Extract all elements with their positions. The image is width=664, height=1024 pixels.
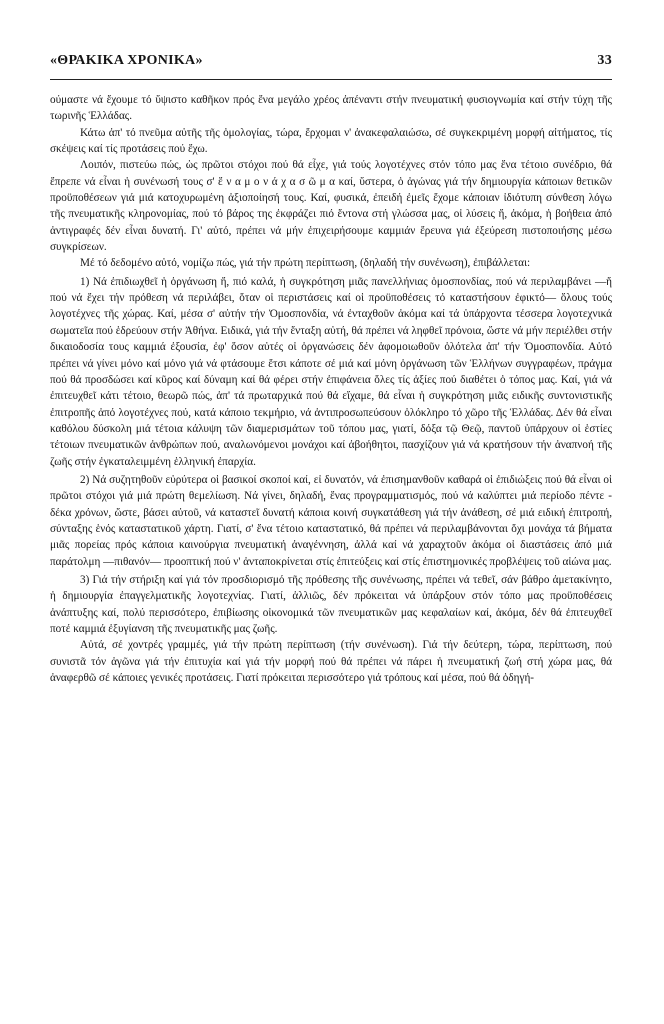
numbered-paragraph-3: 3) Γιά τήν στήριξη καί γιά τόν προσδιορισμό τῆς πρόθεσης τῆς συνένωσης, πρέπει νά τεθεῖ, σάν βάθρο ἀμετακίνητο, ἡ δημιουργία ἐπαγγελματικῆς λογοτεχνίας. Γιατί, ἀλλιῶς, δέν πρόκειται νά ὑπάρξουν στόν τόπο μας προϋποθέσεις ἀνάπτυξης καί, πολύ περισσότερο, ἐπιβίωσης οἰκονομικά τῶν πνευματικῶν μας κεφαλαίων καί, ἀκόμα, δέν θά ἐπιτευχθεῖ ποτέ καμμιά ἐξυγίανση τῆς πνευματικῆς μας ζωῆς. <box>50 573 612 635</box>
paragraph-continuation: ούμαστε νά ἔχουμε τό ὕψιστο καθῆκον πρός ἕνα μεγάλο χρέος ἀπέναντι στήν πνευματική φυσιογνωμία καί στήν τύχη τῆς τωρινῆς Ἑλλάδας. <box>50 94 612 123</box>
article-body <box>50 92 612 686</box>
paragraph: Αὐτά, σέ χοντρές γραμμές, γιά τήν πρώτη περίπτωση (τήν συνένωση). Γιά τήν δεύτερη, τώρα, περίπτωση, πού συνιστᾶ τόν ἀγῶνα γιά τήν ἐπιτυχία καί γιά τήν μορφή πού θά πρέπει νά πάρει ἡ πνευματική ζωή στή χώρα μας, θά ἀναφερθῶ σέ κάποιες γενικές προτάσεις. Γιατί πρόκειται περισσότερο γιά τρόπους καί μέσα, πού θά ὁδηγή- <box>50 639 612 685</box>
page-number: 33 <box>597 53 612 68</box>
numbered-paragraph-1: 1) Νά ἐπιδιωχθεῖ ἡ ὀργάνωση ἤ, πιό καλά, ἡ συγκρότηση μιᾶς πανελλήνιας ὁμοσπονδίας, πού νά περιλαμβάνει —ἤ πού νά ἔχει τήν πρόθεση νά περιλάβει, ὅταν οἱ περιστάσεις καί οἱ προϋποθέσεις τό καταστήσουν ἐφικτό— ὅλους τούς λογοτέχνες τῆς χώρας. Καί, μέσα σ' αὐτήν τήν Ὁμοσπονδία, νά ἐνταχθοῦν ἀκόμα καί τά ὑπάρχοντα τέσσερα λογοτεχνικά σωματεῖα πού ἑδρεύουν στήν Ἀθήνα. Ειδικά, γιά τήν ἔνταξη αὐτή, θά πρέπει νά ληφθεῖ πρόνοια, ὥστε νά μήν περιέλθει στήν δικαιοδοσία τους καμμιά ἐξουσία, ἐφ' ὅσον αὐτές οἱ ὀργανώσεις δέν ἀφομοιωθοῦν ὁλότελα ἀπ' τήν Ὁμοσπονδία. Αὐτό πρέπει νά γίνει μόνο καί μόνο γιά νά φτάσουμε ἔτσι κάποτε σέ μιά καί μόνη ὀργάνωση τῶν Ἑλλήνων συγγραφέων, πράγμα πού θά προσδώσει καί κῦρος καί δύναμη καί θά φέρει στήν ἐπιφάνεια ὅλες τίς ἀξίες πού διαθέτει ὁ τόπος μας. Καί, γιά νά ἐπιτευχθεῖ κάτι τέτοιο, θεωρῶ πώς, ἀπ' τά πρωταρχικά πού θά εἴχαμε, θά εἶναι ἡ συγκρότηση μιᾶς ειδικῆς συντονιστικῆς ἐπιτροπῆς ἀπό λογοτέχνες πού, κατά κάποιο τεκμήριο, νά ἀντιπροσωπεύσουν ὁλόκληρο τό χῶρο τῆς Ἑλλάδας. Δέν θά εἶναι καθόλου δύσκολη μιά τέτοια κάλυψη τῶν διαμερισμάτων τοῦ τόπου μας, γιατί, δόξα τῷ Θεῷ, παντοῦ ὑπάρχουν οἱ ἑστίες τέτοιων πνευματικῶν ἀνθρώπων πού, αναλωνόμενοι μονάχοι καί ἀβοήθητοι, πασχίζουν γιά νά κρατήσουν τήν ἀναπνοή τῆς ζωῆς στήν ἐγκαταλειμμένη ἑλληνική ἐπαρχία. <box>50 275 612 468</box>
paragraph: Λοιπόν, πιστεύω πώς, ὡς πρῶτοι στόχοι πού θά εἶχε, γιά τούς λογοτέχνες στόν τόπο μας ἕνα τέτοιο συνέδριο, θά ἔπρεπε νά εἶναι ἡ συνένωσή τους σ' ἕ ν α μ ο ν ά χ α σ ῶ μ α καί, ὕστερα, ὁ ἀγώνας γιά τήν δημιουργία κάποιων θετικῶν προϋποθέσεων γιά μιά κατοχυρωμένη ἀξιοποίησή τους. Καί, φυσικά, ἐπειδή ἐμεῖς ἔχομε κάποιαν ἰδιότυπη σύνθεση λόγω τῆς πνευματικῆς κληρονομίας, πού τό βάρος της ἐκφράζει πιό ἔντονα στή γλώσσα μας, οἱ λύσεις ἤ, ἀκόμα, ἡ βοήθεια ἀπό ἀντιγραφές δέν εἶναι δυνατή. Γι' αὐτό, πρέπει νά μήν ἐπιχειρήσουμε καμμιάν ἔρευνα γιά ἐξεύρεση πιστοποιήσης μέσω συγκρίσεων. <box>50 159 612 254</box>
paragraph: Μέ τό δεδομένο αὐτό, νομίζω πώς, γιά τήν πρώτη περίπτωση, (δηλαδή τήν συνένωση), ἐπιβάλλεται: <box>80 257 531 270</box>
paragraph: Κάτω ἀπ' τό πνεῦμα αὐτῆς τῆς ὁμολογίας, τώρα, ἔρχομαι ν' ἀνακεφαλαιώσω, σέ συγκεκριμένη μορφή αἰτήματος, τίς σκέψεις καί τίς προτάσεις πού ἔχω. <box>50 126 612 156</box>
numbered-paragraph-2: 2) Νά συζητηθοῦν εὐρύτερα οἱ βασικοί σκοποί καί, εἰ δυνατόν, νά ἐπισημανθοῦν καθαρά οἱ ἐπιδιώξεις πού θά εἶναι οἱ πρῶτοι στόχοι γιά μιά πρώτη θεμελίωση. Νά γίνει, δηλαδή, ἕνας προγραμματισμός, πού νά καλύπτει μιά περίοδο πέντε - δέκα χρόνων, ὥστε, βάσει αὐτοῦ, νά καταστεῖ δυνατή κάποια κοινή συγκατάθεση γιά τήν ἀνάθεση, σέ μιά ειδική ἐπιτροπή, σύνταξης ἑνός καταστατικοῦ χάρτη. Γιατί, σ' ἕνα τέτοιο καταστατικό, θά πρέπει νά περιλαμβάνονται ὄχι μονάχα τά βήματα μιᾶς πορείας πρός κάποια καινούργια πνευματική ἀναγέννηση, ἀλλά καί νά χαραχτοῦν ἀκόμα οἱ διαστάσεις ἀπό μιά παράτολμη —πιθανόν— προοπτική πού ν' ἀνταποκρίνεται στίς ἐπιτεύξεις καί στίς ἐπιστημονικές προβλέψεις τοῦ αἰώνα μας. <box>50 473 612 568</box>
header-rule <box>50 79 612 80</box>
journal-title: «ΘΡΑΚΙΚΑ ΧΡΟΝΙΚΑ» <box>50 53 203 68</box>
running-header <box>50 53 612 69</box>
